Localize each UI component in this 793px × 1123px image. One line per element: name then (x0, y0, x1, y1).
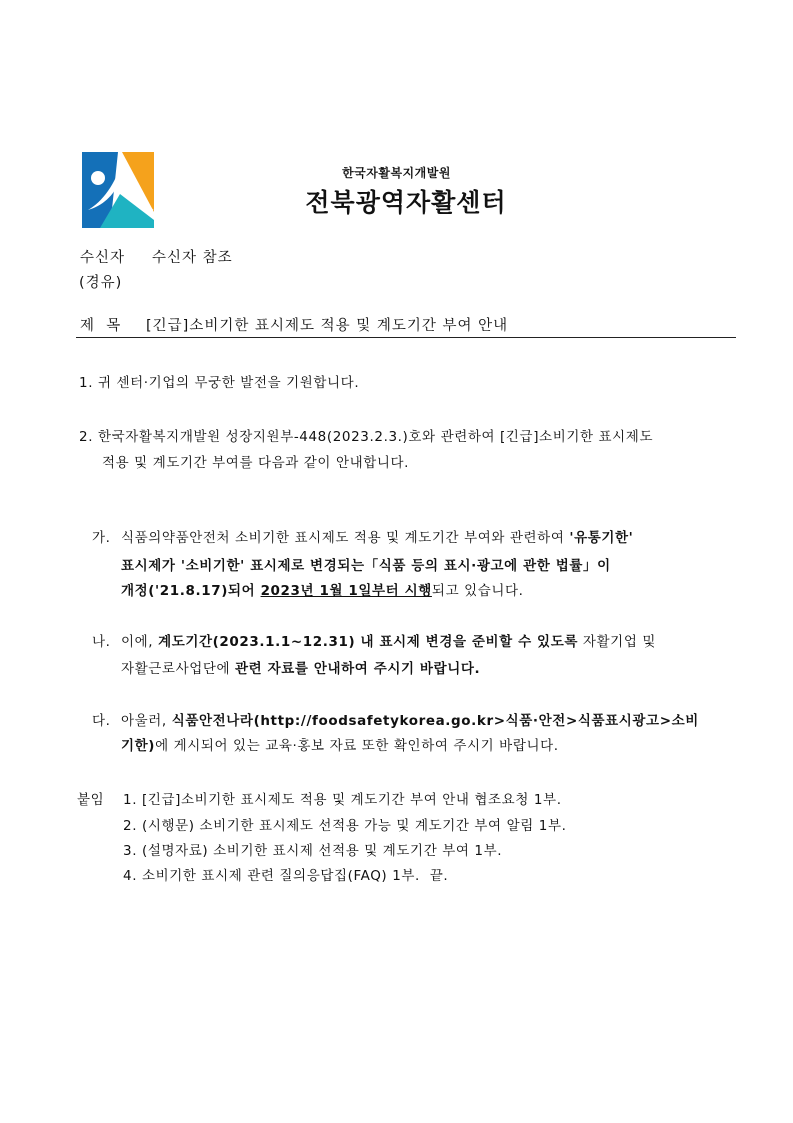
subject-divider (76, 337, 736, 338)
item-na-marker: 나. (92, 634, 111, 650)
recipient-value: 수신자 참조 (152, 250, 233, 266)
subject-label: 제 목 (80, 318, 122, 334)
item-ga-line-2: 표시제가 '소비기한' 표시제로 변경되는「식품 등의 표시·광고에 관한 법률」이 (121, 558, 611, 574)
attachment-item: 4. 소비기한 표시제 관련 질의응답집(FAQ) 1부. 끝. (123, 868, 449, 884)
paragraph-2-line-2: 적용 및 계도기간 부여를 다음과 같이 안내합니다. (102, 455, 410, 471)
item-da-marker: 다. (92, 713, 111, 729)
attachment-item: 2. (시행문) 소비기한 표시제도 선적용 가능 및 계도기간 부여 알림 1부. (123, 818, 567, 834)
item-ga-marker: 가. (92, 530, 111, 546)
item-da-line-1: 아울러, 식품안전나라(http://foodsafetykorea.go.kr>식품·안전>식품표시광고>소비 (121, 713, 699, 729)
item-na-line-2: 자활근로사업단에 관련 자료를 안내하여 주시기 바랍니다. (121, 661, 481, 677)
item-na-line-1: 이에, 계도기간(2023.1.1~12.31) 내 표시제 변경을 준비할 수 있도록 자활기업 및 (121, 634, 656, 650)
paragraph-2-line-1: 2. 한국자활복지개발원 성장지원부-448(2023.2.3.)호와 관련하여 [긴급]소비기한 표시제도 (79, 429, 654, 445)
paragraph-1: 1. 귀 센터·기업의 무궁한 발전을 기원합니다. (79, 375, 360, 391)
attachment-item: 1. [긴급]소비기한 표시제도 적용 및 계도기간 부여 안내 협조요청 1부. (123, 792, 562, 808)
recipient-label: 수신자 (80, 250, 126, 266)
subject-text: [긴급]소비기한 표시제도 적용 및 계도기간 부여 안내 (146, 318, 509, 334)
org-name-small: 한국자활복지개발원 (342, 166, 451, 180)
item-ga-line-1: 식품의약품안전처 소비기한 표시제도 적용 및 계도기간 부여와 관련하여 '유통기한' (121, 530, 634, 546)
item-da-line-2: 기한)에 게시되어 있는 교육·홍보 자료 또한 확인하여 주시기 바랍니다. (121, 738, 559, 754)
attachments-label: 붙임 (77, 792, 105, 808)
item-ga-line-3: 개정('21.8.17)되어 2023년 1월 1일부터 시행되고 있습니다. (121, 583, 524, 599)
attachment-item: 3. (설명자료) 소비기한 표시제 선적용 및 계도기간 부여 1부. (123, 843, 503, 859)
via-label: (경유) (79, 275, 123, 291)
org-name-large: 전북광역자활센터 (305, 188, 507, 217)
